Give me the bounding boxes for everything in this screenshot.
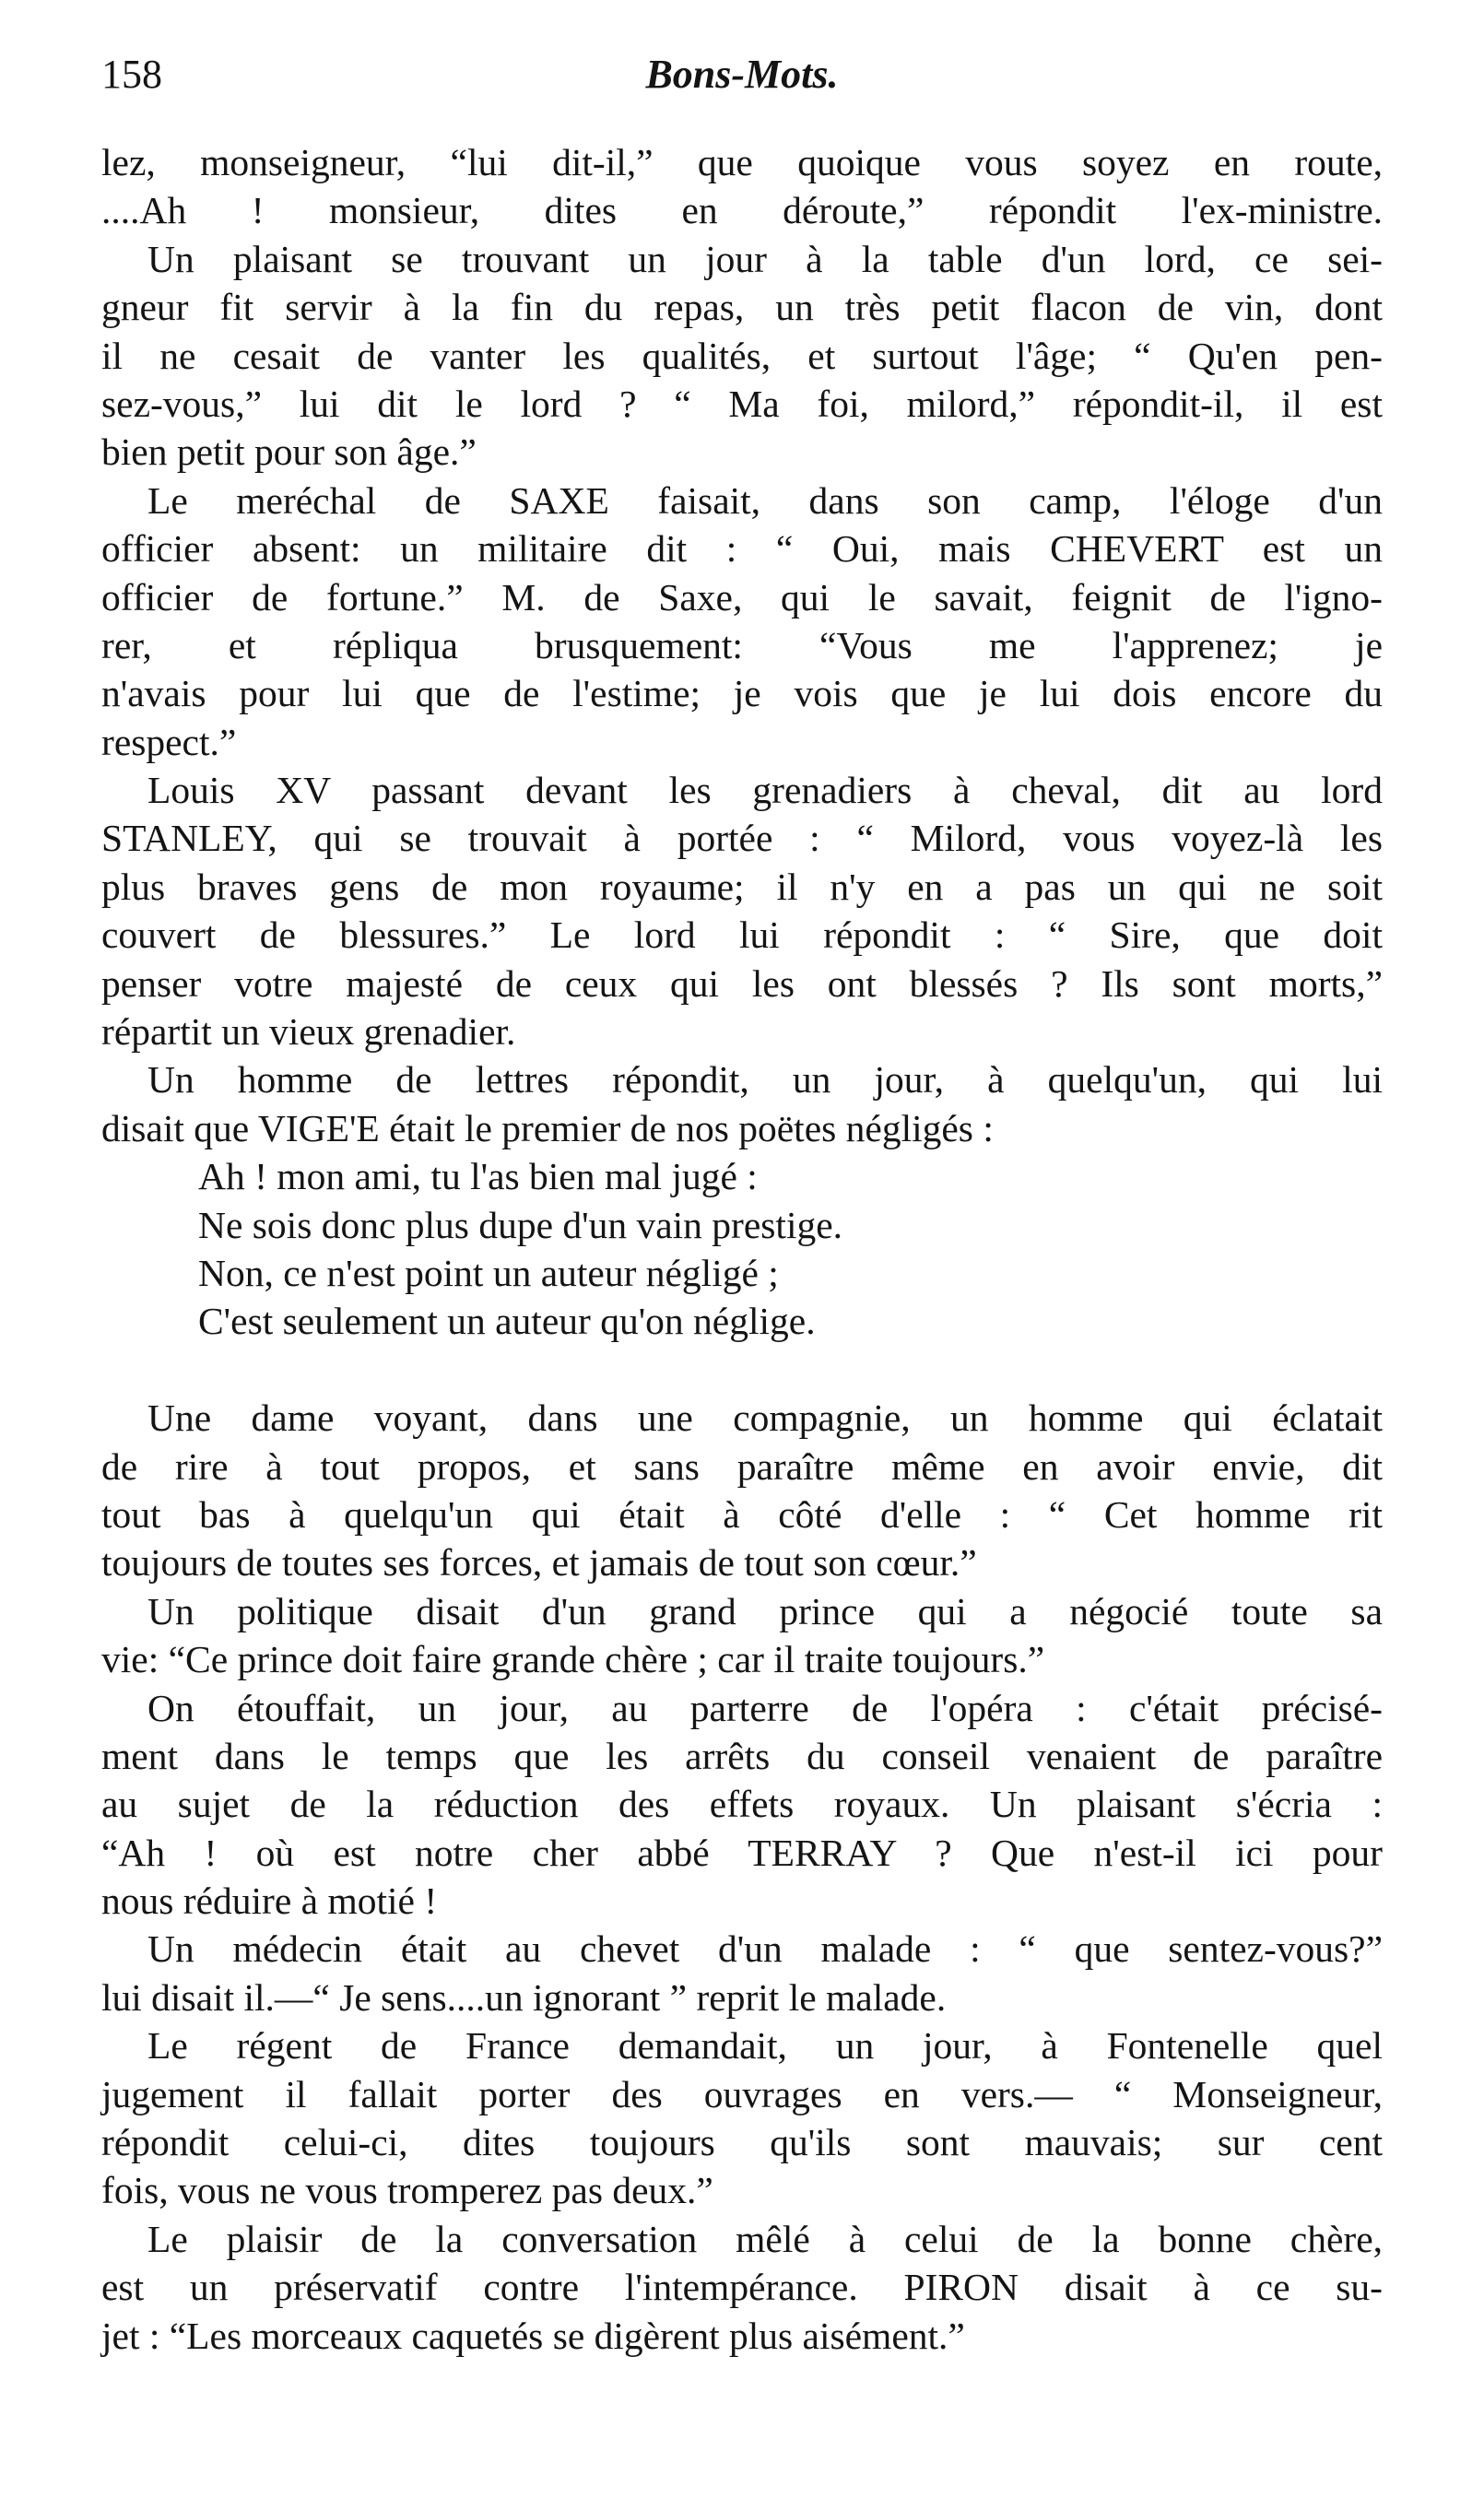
text-line: “Ah ! où est notre cher abbé TERRAY ? Que n'est-il ici pour [101, 1831, 1383, 1874]
text-line: n'avais pour lui que de l'estime; je vois que je lui dois encore du [101, 672, 1383, 715]
text-line: jet : “Les morceaux caquetés se digèrent plus aisément.” [101, 2314, 965, 2357]
text-line: au sujet de la réduction des effets royaux. Un plaisant s'écria : [101, 1783, 1383, 1826]
text-line: Un politique disait d'un grand prince qui a négocié toute sa [147, 1589, 1383, 1632]
text-line: ....Ah ! monsieur, dites en déroute,” répondit l'ex-ministre. [101, 189, 1383, 232]
verse-line: Ne sois donc plus dupe d'un vain prestige. [198, 1203, 843, 1246]
text-line: Louis XV passant devant les grenadiers à cheval, dit au lord [147, 769, 1383, 812]
text-line: vie: “Ce prince doit faire grande chère ; car il traite toujours.” [101, 1638, 1045, 1681]
text-line: de rire à tout propos, et sans paraître même en avoir envie, dit [101, 1444, 1383, 1488]
text-line: il ne cesait de vanter les qualités, et surtout l'âge; “ Qu'en pen- [101, 334, 1383, 377]
body-text [101, 138, 1383, 2360]
text-line: jugement il fallait porter des ouvrages en vers.— “ Monseigneur, [101, 2072, 1383, 2115]
text-line: bien petit pour son âge.” [101, 430, 477, 474]
text-line: disait que VIGE'E était le premier de nos poëtes négligés : [101, 1106, 994, 1149]
text-line: Le régent de France demandait, un jour, à Fontenelle quel [147, 2024, 1383, 2068]
text-line: Une dame voyant, dans une compagnie, un homme qui éclatait [147, 1396, 1383, 1440]
text-line: toujours de toutes ses forces, et jamais de tout son cœur.” [101, 1541, 977, 1585]
verse-line: C'est seulement un auteur qu'on néglige. [198, 1300, 816, 1343]
text-line: fois, vous ne vous tromperez pas deux.” [101, 2169, 713, 2212]
text-line: répondit celui-ci, dites toujours qu'ils sont mauvais; sur cent [101, 2121, 1383, 2164]
text-line: officier absent: un militaire dit : “ Oui, mais CHEVERT est un [101, 527, 1383, 571]
page-number: 158 [101, 52, 162, 97]
verse-line: Ah ! mon ami, tu l'as bien mal jugé : [198, 1155, 758, 1198]
text-line: nous réduire à motié ! [101, 1879, 438, 1923]
verse-line: Non, ce n'est point un auteur négligé ; [198, 1251, 779, 1294]
text-line: officier de fortune.” M. de Saxe, qui le savait, feignit de l'igno- [101, 575, 1383, 619]
text-line: penser votre majesté de ceux qui les ont blessés ? Ils sont morts,” [101, 961, 1383, 1005]
text-line: respect.” [101, 720, 237, 763]
text-line: Le meréchal de SAXE faisait, dans son camp, l'éloge d'un [147, 478, 1383, 522]
text-line: Un médecin était au chevet d'un malade : “ que sentez-vous?” [147, 1927, 1383, 1971]
text-line: plus braves gens de mon royaume; il n'y en a pas un qui ne soit [101, 865, 1383, 908]
text-line: lui disait il.—“ Je sens....un ignorant ” reprit le malade. [101, 1975, 947, 2019]
text-line: ment dans le temps que les arrêts du conseil venaient de paraître [101, 1734, 1383, 1777]
text-line: répartit un vieux grenadier. [101, 1010, 516, 1054]
text-line: On étouffait, un jour, au parterre de l'opéra : c'était précisé- [147, 1686, 1383, 1729]
text-line: sez-vous,” lui dit le lord ? “ Ma foi, milord,” répondit-il, il est [101, 382, 1383, 425]
running-title: Bons-Mots. [645, 52, 839, 97]
text-line: Le plaisir de la conversation mêlé à celui de la bonne chère, [147, 2217, 1383, 2260]
page-header [101, 51, 1383, 106]
text-line: STANLEY, qui se trouvait à portée : “ Milord, vous voyez-là les [101, 817, 1383, 860]
text-line: couvert de blessures.” Le lord lui répondit : “ Sire, que doit [101, 913, 1383, 957]
text-line: Un homme de lettres répondit, un jour, à quelqu'un, qui lui [147, 1058, 1383, 1102]
text-line: est un préservatif contre l'intempérance. PIRON disait à ce su- [101, 2266, 1383, 2309]
blank-line [101, 1346, 1383, 1394]
text-line: gneur fit servir à la fin du repas, un très petit flacon de vin, dont [101, 286, 1383, 329]
text-line: rer, et répliqua brusquement: “Vous me l'apprenez; je [101, 623, 1383, 666]
text-line: tout bas à quelqu'un qui était à côté d'elle : “ Cet homme rit [101, 1492, 1383, 1536]
text-line: Un plaisant se trouvant un jour à la table d'un lord, ce sei- [147, 237, 1383, 280]
text-line: lez, monseigneur, “lui dit-il,” que quoique vous soyez en route, [101, 141, 1383, 183]
